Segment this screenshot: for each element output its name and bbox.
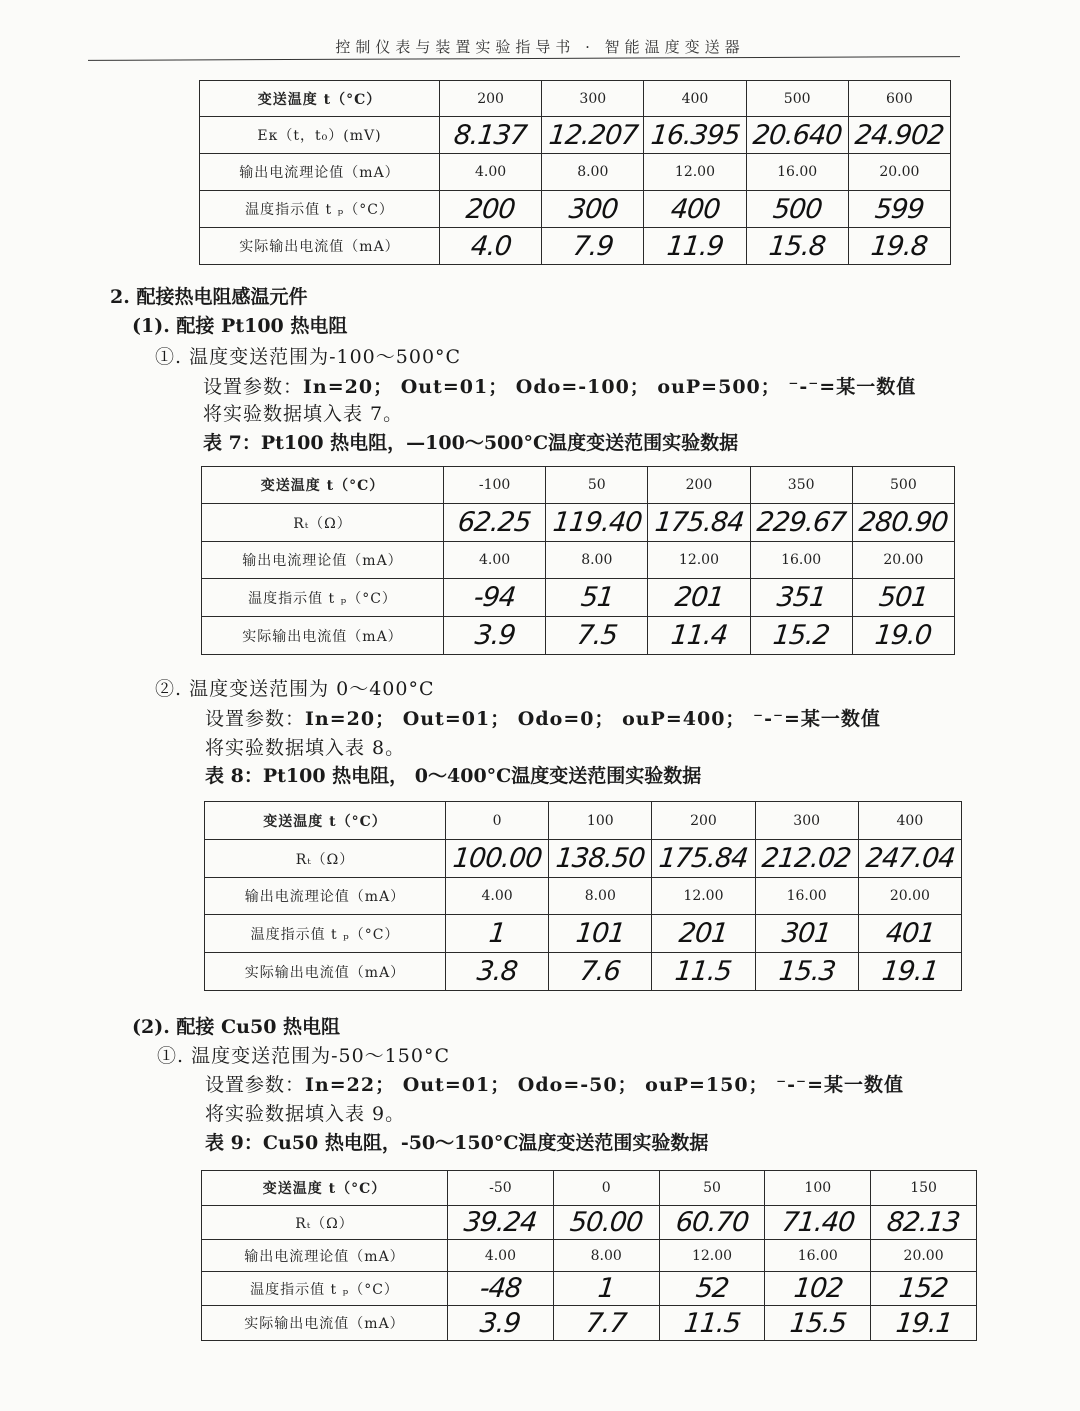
printed-cell: 500 [746,81,848,117]
handwritten-value: 101 [574,918,627,949]
printed-cell: 20.00 [858,878,961,915]
handwritten-cell [448,1306,554,1341]
handwritten-cell [644,228,746,265]
row-label: 输出电流理论值（mA） [202,1240,448,1272]
handwritten-value: 599 [873,193,926,225]
row-label: 输出电流理论值（mA） [200,154,440,191]
handwritten-value: 3.9 [478,1307,523,1339]
printed-cell: 500 [852,467,954,504]
row-label: 温度指示值 t ₚ（°C） [202,1272,448,1306]
handwritten-value: 3.9 [472,620,517,651]
handwritten-cell [549,840,652,878]
handwritten-value: 201 [677,918,730,949]
table-row [205,840,962,878]
handwritten-cell [446,915,549,953]
printed-cell: 300 [755,802,858,840]
handwritten-cell [852,617,954,655]
printed-cell: 200 [652,802,755,840]
handwritten-value: 52 [694,1273,730,1304]
table-row [202,467,955,504]
table7-caption: 表 7：Pt100 热电阻，—100～500°C温度变送范围实验数据 [203,432,739,454]
handwritten-value: 20.640 [751,119,844,151]
handwritten-cell [542,117,644,154]
item2-params-prefix: 设置参数： [205,708,306,730]
handwritten-value: 15.3 [776,956,837,987]
table-row [200,81,951,117]
handwritten-cell [750,617,852,655]
handwritten-value: 400 [669,193,721,225]
handwritten-value: 19.0 [873,620,934,651]
handwritten-value: 138.50 [554,843,647,874]
table8-caption: 表 8：Pt100 热电阻， 0～400°C温度变送范围实验数据 [205,765,702,787]
subsection-pt100-heading: (1). 配接 Pt100 热电阻 [132,315,348,337]
handwritten-cell [446,840,549,878]
printed-cell: 100 [549,802,652,840]
table-row [202,1240,977,1272]
item3-params-prefix: 设置参数： [205,1074,306,1096]
handwritten-value: 4.0 [468,230,513,262]
printed-cell: -50 [448,1171,554,1206]
handwritten-cell [858,840,961,878]
row-label: 输出电流理论值（mA） [205,878,446,915]
handwritten-cell [553,1272,659,1306]
printed-cell: 4.00 [444,542,546,579]
printed-cell: 150 [871,1171,977,1206]
printed-cell: 20.00 [852,542,954,579]
row-label: 实际输出电流值（mA） [202,1306,448,1341]
row-label: 实际输出电流值（mA） [205,953,446,991]
item1-params-prefix: 设置参数： [203,376,304,398]
handwritten-value: 7.6 [578,956,622,987]
handwritten-cell [440,191,542,228]
printed-cell: 8.00 [546,542,648,579]
handwritten-cell [765,1306,871,1341]
handwritten-cell [858,953,961,991]
handwritten-value: 175.84 [653,507,745,538]
handwritten-cell [755,840,858,878]
handwritten-value: 24.902 [853,119,946,151]
handwritten-value: 11.4 [669,620,729,651]
printed-cell: 4.00 [446,878,549,915]
handwritten-value: 19.8 [869,230,930,262]
handwritten-value: 11.5 [682,1307,742,1339]
handwritten-cell [750,504,852,542]
table-row [202,1206,977,1240]
printed-cell: 12.00 [659,1240,765,1272]
item1-range: ①. 温度变送范围为-100～500°C [155,346,462,368]
handwritten-cell [746,228,848,265]
handwritten-cell [871,1306,977,1341]
printed-cell: 16.00 [746,154,848,191]
handwritten-value: 19.1 [880,956,940,987]
handwritten-cell [644,191,746,228]
printed-cell: 4.00 [448,1240,554,1272]
handwritten-value: 175.84 [657,843,750,874]
row-label: 温度指示值 t ₚ（°C） [205,915,446,953]
handwritten-cell [871,1206,977,1240]
handwritten-cell [755,915,858,953]
handwritten-cell [765,1272,871,1306]
handwritten-value: 229.67 [755,507,848,538]
item3-fill-note: 将实验数据填入表 9。 [205,1103,406,1125]
handwritten-value: 15.8 [767,230,827,262]
handwritten-cell [440,117,542,154]
handwritten-cell [448,1206,554,1240]
handwritten-value: 152 [897,1273,950,1304]
table-7 [201,466,955,655]
printed-cell: 50 [546,467,648,504]
table-9 [201,1170,977,1341]
handwritten-value: 301 [780,918,833,949]
handwritten-cell [746,191,848,228]
handwritten-cell [648,504,750,542]
row-label: 实际输出电流值（mA） [200,228,440,265]
item3-params-values: In=22； Out=01； Odo=-50； ouP=150； ⁻-⁻=某一数值 [305,1074,905,1096]
handwritten-cell [659,1206,765,1240]
handwritten-cell [542,228,644,265]
row-label: 变送温度 t（°C） [202,467,444,504]
handwritten-value: 60.70 [674,1207,750,1238]
handwritten-cell [546,617,648,655]
handwritten-cell [746,117,848,154]
handwritten-cell [765,1206,871,1240]
table-row [202,1171,977,1206]
handwritten-value: 351 [775,582,828,613]
table-row [202,579,955,617]
printed-cell: 16.00 [755,878,858,915]
printed-cell: 100 [765,1171,871,1206]
printed-cell: 600 [848,81,950,117]
printed-cell: -100 [444,467,546,504]
handwritten-cell [652,915,755,953]
table-row [205,802,962,840]
printed-cell: 350 [750,467,852,504]
handwritten-value: 15.5 [788,1307,848,1339]
row-label: 实际输出电流值（mA） [202,617,444,655]
table-row [200,191,951,228]
table-row [202,1306,977,1341]
handwritten-value: -94 [472,582,517,613]
handwritten-value: 7.9 [571,230,615,262]
section-2-heading: 2. 配接热电阻感温元件 [110,286,308,308]
handwritten-value: 7.5 [575,620,619,651]
handwritten-value: 7.7 [584,1307,628,1339]
handwritten-cell [546,504,648,542]
handwritten-cell [549,915,652,953]
printed-cell: 8.00 [542,154,644,191]
item2-fill-note: 将实验数据填入表 8。 [205,737,406,759]
handwritten-value: 401 [883,918,936,949]
handwritten-cell [546,579,648,617]
item1-fill-note: 将实验数据填入表 7。 [203,403,404,425]
table-row [205,953,962,991]
handwritten-value: 39.24 [462,1207,539,1238]
printed-cell: 16.00 [765,1240,871,1272]
printed-cell: 200 [648,467,750,504]
handwritten-value: 50.00 [568,1207,644,1238]
row-label: Rₜ（Ω） [205,840,446,878]
subsection-cu50-heading: (2). 配接 Cu50 热电阻 [132,1016,341,1038]
item2-params [205,704,881,731]
row-label: Rₜ（Ω） [202,504,444,542]
handwritten-value: 501 [877,582,930,613]
printed-cell: 200 [440,81,542,117]
table9-caption: 表 9：Cu50 热电阻，-50～150°C温度变送范围实验数据 [205,1132,709,1154]
handwritten-value: 200 [464,193,517,225]
handwritten-cell [852,504,954,542]
handwritten-value: 201 [673,582,725,613]
printed-cell: 400 [858,802,961,840]
handwritten-value: 11.5 [673,956,734,987]
handwritten-value: 19.1 [893,1307,954,1339]
printed-cell: 8.00 [549,878,652,915]
handwritten-cell [446,953,549,991]
handwritten-cell [659,1306,765,1341]
handwritten-cell [848,117,950,154]
printed-cell: 16.00 [750,542,852,579]
handwritten-value: 71.40 [780,1207,856,1238]
table-thermocouple [199,80,951,265]
handwritten-cell [848,228,950,265]
printed-cell: 12.00 [648,542,750,579]
table-row [200,228,951,265]
handwritten-cell [440,228,542,265]
handwritten-cell [444,504,546,542]
item1-params [203,372,916,399]
item1-params-values: In=20； Out=01； Odo=-100； ouP=500； ⁻-⁻=某一数值 [303,376,917,398]
item2-params-values: In=20； Out=01； Odo=0； ouP=400； ⁻-⁻=某一数值 [305,708,881,730]
table-row [205,915,962,953]
handwritten-value: 11.9 [665,230,725,262]
handwritten-value: 102 [791,1273,844,1304]
handwritten-value: 8.137 [452,119,529,151]
handwritten-value: -48 [478,1273,523,1304]
handwritten-cell [848,191,950,228]
table-row [200,154,951,191]
table-row [200,117,951,154]
handwritten-value: 500 [771,193,824,225]
handwritten-value: 51 [578,582,615,613]
row-label: Eκ（t，t₀）(mV) [200,117,440,154]
printed-cell: 4.00 [440,154,542,191]
printed-cell: 0 [446,802,549,840]
printed-cell: 400 [644,81,746,117]
handwritten-value: 1 [596,1273,616,1304]
handwritten-cell [750,579,852,617]
handwritten-value: 1 [487,918,507,949]
handwritten-value: 280.90 [857,507,950,538]
handwritten-value: 12.207 [546,119,639,151]
printed-cell: 20.00 [871,1240,977,1272]
handwritten-cell [648,617,750,655]
handwritten-cell [858,915,961,953]
printed-cell: 12.00 [652,878,755,915]
handwritten-cell [549,953,652,991]
item2-range: ②. 温度变送范围为 0～400°C [155,678,435,700]
table-row [202,1272,977,1306]
row-label: 变送温度 t（°C） [205,802,446,840]
printed-cell: 20.00 [848,154,950,191]
handwritten-cell [652,953,755,991]
row-label: 变送温度 t（°C） [202,1171,448,1206]
row-label: 输出电流理论值（mA） [202,542,444,579]
table-row [202,504,955,542]
row-label: Rₜ（Ω） [202,1206,448,1240]
handwritten-value: 82.13 [885,1207,962,1238]
printed-cell: 300 [542,81,644,117]
item3-range: ①. 温度变送范围为-50～150°C [157,1045,450,1067]
handwritten-cell [871,1272,977,1306]
printed-cell: 0 [553,1171,659,1206]
row-label: 温度指示值 t ₚ（°C） [200,191,440,228]
handwritten-cell [553,1206,659,1240]
handwritten-cell [659,1272,765,1306]
table-row [202,542,955,579]
handwritten-value: 300 [566,193,619,225]
handwritten-cell [755,953,858,991]
page-header: 控制仪表与装置实验指导书 · 智能温度变送器 [335,38,745,56]
table-row [202,617,955,655]
table-8 [204,801,962,991]
table-row [205,878,962,915]
handwritten-cell [652,840,755,878]
handwritten-value: 62.25 [456,507,533,538]
handwritten-cell [444,579,546,617]
handwritten-cell [852,579,954,617]
handwritten-cell [444,617,546,655]
item3-params [205,1070,904,1097]
handwritten-value: 119.40 [550,507,643,538]
printed-cell: 8.00 [553,1240,659,1272]
handwritten-value: 15.2 [771,620,831,651]
handwritten-cell [542,191,644,228]
handwritten-value: 100.00 [451,843,543,874]
handwritten-value: 212.02 [760,843,853,874]
handwritten-cell [648,579,750,617]
handwritten-value: 16.395 [649,119,741,151]
handwritten-value: 247.04 [863,843,956,874]
handwritten-value: 3.8 [475,956,519,987]
row-label: 温度指示值 t ₚ（°C） [202,579,444,617]
handwritten-cell [448,1272,554,1306]
row-label: 变送温度 t（°C） [200,81,440,117]
printed-cell: 50 [659,1171,765,1206]
handwritten-cell [644,117,746,154]
printed-cell: 12.00 [644,154,746,191]
handwritten-cell [553,1306,659,1341]
